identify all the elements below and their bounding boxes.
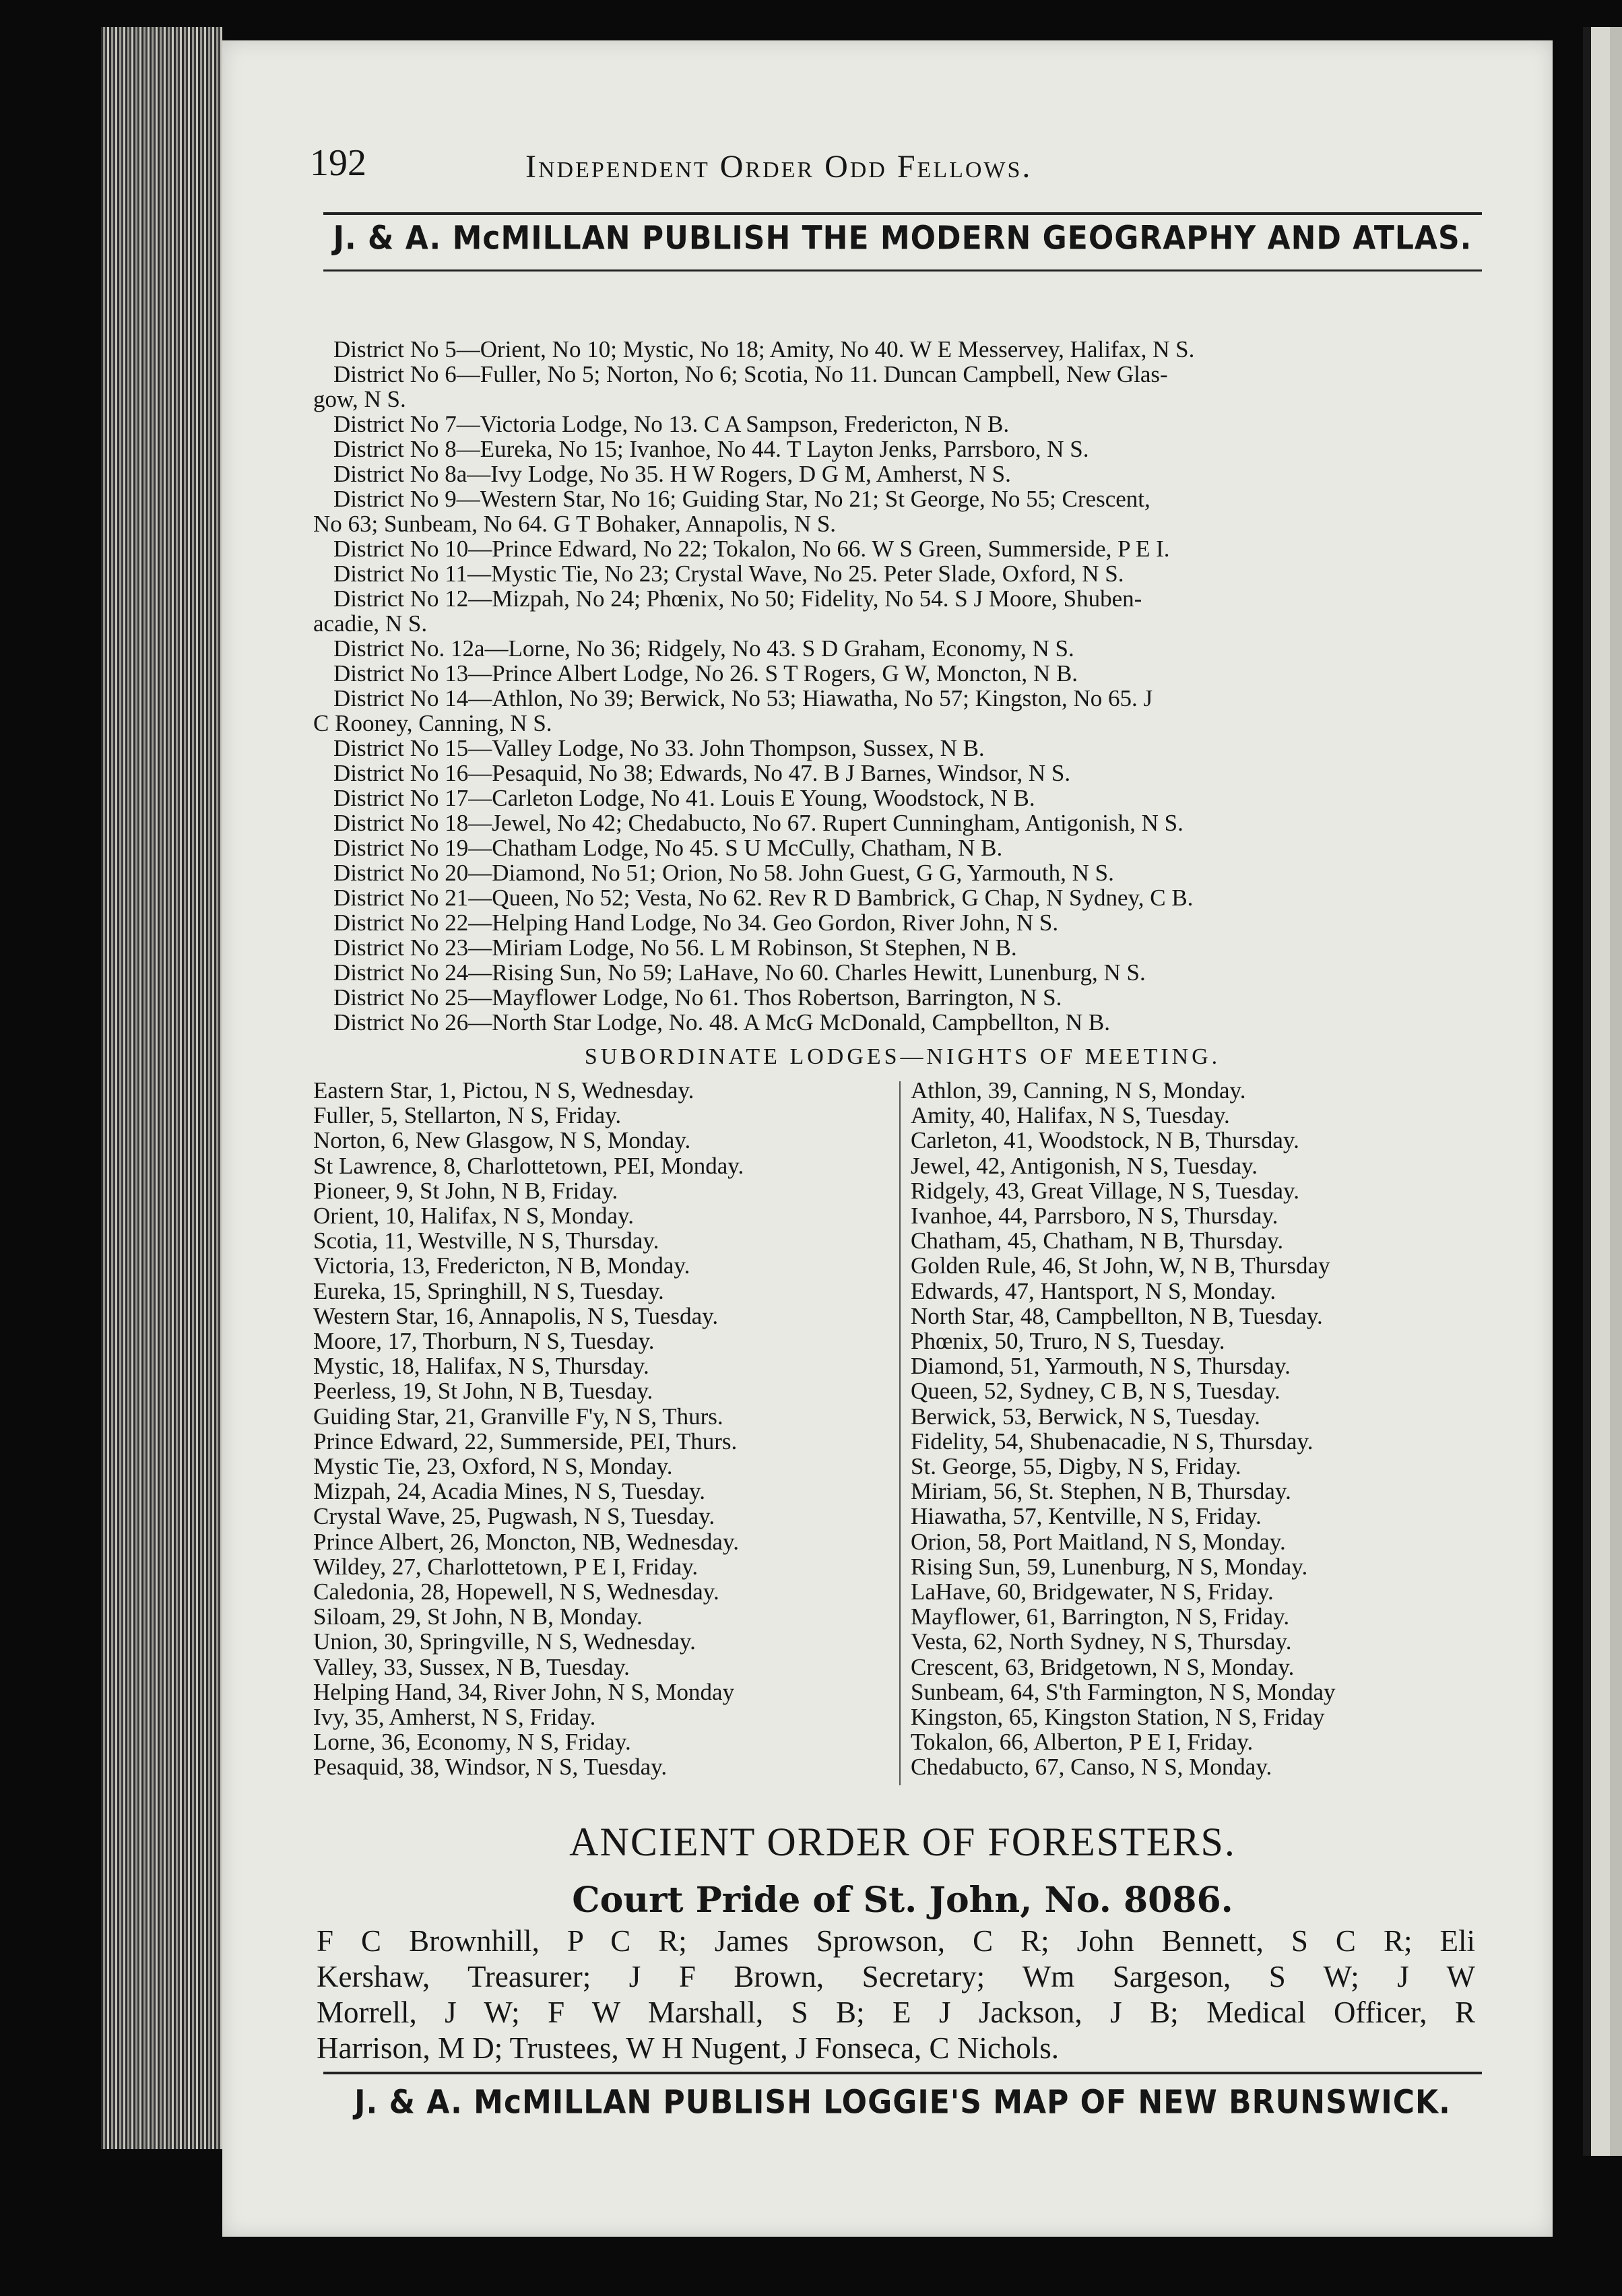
book-page — [222, 40, 1553, 2237]
lodge-entry: Tokalon, 66, Alberton, P E I, Friday. — [911, 1729, 1254, 1756]
lodge-entry: Crescent, 63, Bridgetown, N S, Monday. — [911, 1653, 1295, 1680]
lodge-entry: Western Star, 16, Annapolis, N S, Tuesday. — [313, 1302, 719, 1329]
lodge-entry: Mizpah, 24, Acadia Mines, N S, Tuesday. — [313, 1478, 706, 1505]
district-line: District No 15—Valley Lodge, No 33. John Thompson, Sussex, N B. — [333, 735, 985, 761]
top-ad-rule — [323, 269, 1482, 272]
lodge-entry: Valley, 33, Sussex, N B, Tuesday. — [313, 1653, 630, 1680]
lodge-entry: Orient, 10, Halifax, N S, Monday. — [313, 1203, 634, 1230]
district-list — [313, 336, 1479, 1035]
lodge-entry: Pioneer, 9, St John, N B, Friday. — [313, 1177, 618, 1204]
lodge-entry: Prince Edward, 22, Summerside, PEI, Thurs. — [313, 1428, 738, 1455]
lodge-entry: Edwards, 47, Hantsport, N S, Monday. — [911, 1277, 1276, 1304]
district-line: District No. 12a—Lorne, No 36; Ridgely, No 43. S D Graham, Economy, N S. — [333, 635, 1074, 662]
lodge-entry: North Star, 48, Campbellton, N B, Tuesday. — [911, 1302, 1323, 1329]
lodge-entry: Moore, 17, Thorburn, N S, Tuesday. — [313, 1328, 655, 1355]
district-line: District No 14—Athlon, No 39; Berwick, No 53; Hiawatha, No 57; Kingston, No 65. J — [333, 685, 1153, 711]
lodge-entry: Chatham, 45, Chatham, N B, Thursday. — [911, 1227, 1284, 1254]
district-line: District No 23—Miriam Lodge, No 56. L M Robinson, St Stephen, N B. — [333, 934, 1017, 961]
district-line: District No 19—Chatham Lodge, No 45. S U McCully, Chatham, N B. — [333, 835, 1003, 861]
lodge-entry: Amity, 40, Halifax, N S, Tuesday. — [911, 1102, 1230, 1129]
lodge-entry: Queen, 52, Sydney, C B, N S, Tuesday. — [911, 1378, 1280, 1405]
running-title: Independent Order Odd Fellows. — [525, 149, 1033, 185]
district-line: acadie, N S. — [313, 610, 428, 637]
district-line: District No 13—Prince Albert Lodge, No 26. S T Rogers, G W, Moncton, N B. — [333, 660, 1078, 687]
lodge-entry: Golden Rule, 46, St John, W, N B, Thursday — [911, 1252, 1330, 1279]
foresters-heading: ANCIENT ORDER OF FORESTERS. — [569, 1820, 1236, 1864]
officers-line: Morrell, J W; F W Marshall, S B; E J Jackson, J B; Medical Officer, R — [317, 1996, 1475, 2029]
lodge-entry: Mayflower, 61, Barrington, N S, Friday. — [911, 1603, 1290, 1630]
district-line: District No 7—Victoria Lodge, No 13. C A Sampson, Fredericton, N B. — [333, 411, 1010, 437]
bottom-advertisement: J. & A. McMILLAN PUBLISH LOGGIE'S MAP OF NEW BRUNSWICK. — [354, 2083, 1451, 2122]
lodge-entry: Jewel, 42, Antigonish, N S, Tuesday. — [911, 1152, 1258, 1179]
lodge-entry: Athlon, 39, Canning, N S, Monday. — [911, 1077, 1246, 1104]
lodge-entry: Kingston, 65, Kingston Station, N S, Friday — [911, 1704, 1325, 1731]
officers-line: Harrison, M D; Trustees, W H Nugent, J Fonseca, C Nichols. — [317, 2031, 1060, 2065]
lodge-entry: Wildey, 27, Charlottetown, P E I, Friday. — [313, 1553, 699, 1580]
district-line: District No 22—Helping Hand Lodge, No 34. Geo Gordon, River John, N S. — [333, 910, 1059, 936]
lodge-entry: Sunbeam, 64, S'th Farmington, N S, Monday — [911, 1678, 1336, 1705]
lodge-entry: Ivy, 35, Amherst, N S, Friday. — [313, 1704, 596, 1731]
adjacent-page-edge — [1583, 27, 1622, 2156]
district-line: District No 11—Mystic Tie, No 23; Crystal Wave, No 25. Peter Slade, Oxford, N S. — [333, 561, 1124, 587]
lodge-entry: Mystic Tie, 23, Oxford, N S, Monday. — [313, 1453, 673, 1480]
lodge-entry: Orion, 58, Port Maitland, N S, Monday. — [911, 1528, 1286, 1555]
lodge-entry: Lorne, 36, Economy, N S, Friday. — [313, 1729, 631, 1756]
lodge-entry: Helping Hand, 34, River John, N S, Monday — [313, 1678, 735, 1705]
lodge-entry: Peerless, 19, St John, N B, Tuesday. — [313, 1378, 653, 1405]
column-divider — [899, 1081, 901, 1785]
lodge-column-left — [313, 1078, 906, 1780]
lodge-column-right — [911, 1078, 1503, 1780]
lodge-entry: Carleton, 41, Woodstock, N B, Thursday. — [911, 1127, 1299, 1154]
page-number: 192 — [310, 142, 366, 184]
page-header — [310, 141, 1455, 202]
lodge-entry: Scotia, 11, Westville, N S, Thursday. — [313, 1227, 659, 1254]
lodge-entry: Eastern Star, 1, Pictou, N S, Wednesday. — [313, 1077, 694, 1104]
lodge-entry: Mystic, 18, Halifax, N S, Thursday. — [313, 1353, 649, 1380]
lodge-entry: Victoria, 13, Fredericton, N B, Monday. — [313, 1252, 690, 1279]
district-line: District No 17—Carleton Lodge, No 41. Louis E Young, Woodstock, N B. — [333, 785, 1035, 811]
lodge-entry: Miriam, 56, St. Stephen, N B, Thursday. — [911, 1478, 1291, 1505]
lodge-entry: Norton, 6, New Glasgow, N S, Monday. — [313, 1127, 691, 1154]
lodge-entry: Fidelity, 54, Shubenacadie, N S, Thursday. — [911, 1428, 1313, 1455]
district-line: District No 18—Jewel, No 42; Chedabucto, No 67. Rupert Cunningham, Antigonish, N S. — [333, 810, 1183, 836]
district-line: District No 5—Orient, No 10; Mystic, No 18; Amity, No 40. W E Messervey, Halifax, N S. — [333, 336, 1195, 362]
lodge-entry: Rising Sun, 59, Lunenburg, N S, Monday. — [911, 1553, 1308, 1580]
lodge-entry: Prince Albert, 26, Moncton, NB, Wednesday. — [313, 1528, 739, 1555]
lodge-entry: Union, 30, Springville, N S, Wednesday. — [313, 1628, 696, 1655]
officers-line: Kershaw, Treasurer; J F Brown, Secretary; Wm Sargeson, S W; J W — [317, 1960, 1475, 1994]
lodge-entry: Chedabucto, 67, Canso, N S, Monday. — [911, 1754, 1272, 1781]
district-line: District No 10—Prince Edward, No 22; Tokalon, No 66. W S Green, Summerside, P E I. — [333, 536, 1170, 562]
lodge-entry: Pesaquid, 38, Windsor, N S, Tuesday. — [313, 1754, 668, 1781]
subordinate-lodges-heading: SUBORDINATE LODGES—NIGHTS OF MEETING. — [584, 1044, 1221, 1069]
lodge-entry: Vesta, 62, North Sydney, N S, Thursday. — [911, 1628, 1292, 1655]
lodge-entry: Eureka, 15, Springhill, N S, Tuesday. — [313, 1277, 664, 1304]
lodge-entry: Diamond, 51, Yarmouth, N S, Thursday. — [911, 1353, 1291, 1380]
court-officers — [317, 1923, 1475, 2066]
lodge-entry: LaHave, 60, Bridgewater, N S, Friday. — [911, 1578, 1274, 1605]
book-page-edges — [101, 27, 222, 2149]
lodge-entry: Caledonia, 28, Hopewell, N S, Wednesday. — [313, 1578, 719, 1605]
lodge-entry: Ivanhoe, 44, Parrsboro, N S, Thursday. — [911, 1203, 1278, 1230]
lodge-entry: St Lawrence, 8, Charlottetown, PEI, Monday. — [313, 1152, 744, 1179]
district-line: No 63; Sunbeam, No 64. G T Bohaker, Annapolis, N S. — [313, 511, 837, 537]
lodge-entry: Phœnix, 50, Truro, N S, Tuesday. — [911, 1328, 1225, 1355]
top-rule — [323, 212, 1482, 215]
court-heading: Court Pride of St. John, No. 8086. — [572, 1880, 1233, 1921]
lodge-entry: Siloam, 29, St John, N B, Monday. — [313, 1603, 643, 1630]
district-line: District No 26—North Star Lodge, No. 48. A McG McDonald, Campbellton, N B. — [333, 1009, 1110, 1035]
district-line: District No 20—Diamond, No 51; Orion, No 58. John Guest, G G, Yarmouth, N S. — [333, 860, 1114, 886]
district-line: District No 6—Fuller, No 5; Norton, No 6; Scotia, No 11. Duncan Campbell, New Glas- — [333, 361, 1168, 387]
district-line: District No 24—Rising Sun, No 59; LaHave, No 60. Charles Hewitt, Lunenburg, N S. — [333, 959, 1146, 986]
lodge-entry: Berwick, 53, Berwick, N S, Tuesday. — [911, 1403, 1260, 1430]
district-line: District No 21—Queen, No 52; Vesta, No 62. Rev R D Bambrick, G Chap, N Sydney, C B. — [333, 885, 1194, 911]
district-line: District No 8—Eureka, No 15; Ivanhoe, No 44. T Layton Jenks, Parrsboro, N S. — [333, 436, 1089, 462]
lodge-entry: Crystal Wave, 25, Pugwash, N S, Tuesday. — [313, 1503, 715, 1530]
lodge-entry: St. George, 55, Digby, N S, Friday. — [911, 1453, 1241, 1480]
bottom-rule — [323, 2072, 1482, 2074]
district-line: District No 12—Mizpah, No 24; Phœnix, No 50; Fidelity, No 54. S J Moore, Shuben- — [333, 585, 1142, 612]
district-line: District No 25—Mayflower Lodge, No 61. Thos Robertson, Barrington, N S. — [333, 984, 1062, 1011]
top-advertisement: J. & A. McMILLAN PUBLISH THE MODERN GEOGRAPHY AND ATLAS. — [333, 219, 1472, 257]
lodge-entry: Hiawatha, 57, Kentville, N S, Friday. — [911, 1503, 1262, 1530]
district-line: District No 16—Pesaquid, No 38; Edwards, No 47. B J Barnes, Windsor, N S. — [333, 760, 1071, 786]
district-line: District No 9—Western Star, No 16; Guiding Star, No 21; St George, No 55; Crescent, — [333, 486, 1150, 512]
lodge-entry: Ridgely, 43, Great Village, N S, Tuesday. — [911, 1177, 1299, 1204]
district-line: District No 8a—Ivy Lodge, No 35. H W Rogers, D G M, Amherst, N S. — [333, 461, 1011, 487]
lodge-entry: Guiding Star, 21, Granville F'y, N S, Thurs. — [313, 1403, 723, 1430]
officers-line: F C Brownhill, P C R; James Sprowson, C R; John Bennett, S C R; Eli — [317, 1924, 1475, 1958]
district-line: gow, N S. — [313, 386, 406, 412]
lodge-entry: Fuller, 5, Stellarton, N S, Friday. — [313, 1102, 622, 1129]
district-line: C Rooney, Canning, N S. — [313, 710, 552, 736]
